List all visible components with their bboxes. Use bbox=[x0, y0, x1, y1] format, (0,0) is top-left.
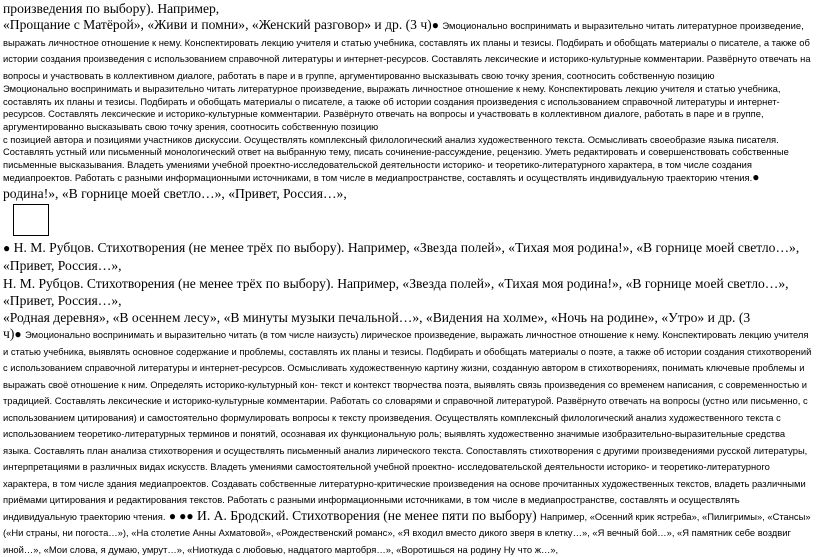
competence-text-3 bbox=[3, 134, 813, 185]
line-rodina: родина!», «В горнице моей светло…», «Привет, Россия…», bbox=[3, 185, 347, 201]
empty-frame bbox=[13, 204, 49, 236]
rubtsov-line-1 bbox=[3, 239, 813, 274]
line-intro: произведения по выбору). Например, bbox=[3, 1, 220, 16]
rubtsov-text-1: Н. М. Рубцов. Стихотворения (не менее трёх по выбору). Например, «Звезда полей», «Тихая моя родина!», «В горнице моей светло…», «Привет, Россия…», bbox=[3, 240, 800, 274]
bullets-icon: ● ●● bbox=[168, 508, 194, 523]
bullet-icon: ● bbox=[14, 327, 22, 342]
works-list-1: «Прощание с Матёрой», «Живи и помни», «Женский разговор» и др. (3 ч) bbox=[3, 17, 432, 33]
works-paragraph-1 bbox=[3, 17, 813, 83]
competence-text-3-body: с позицией автора и позициями участников дискуссии. Осуществлять комплексный филологический анализ художественного текста. Осмысливать своеобразие языка писателя. Составлять устный или письменный монологический ответ на выбранную тему, писать сочинение-рассуждение, рецензию. Уметь редактировать и совершенствовать собственные письменные высказывания. Владеть умениями учебной проектно-исследовательской деятельности историко- и теоретико-литературного характера, в том числе создания медиапроектов. Работать с разными информационными источниками, в том числе в медиапространстве, составлять и осуществлять индивидуальную траекторию чтения. bbox=[3, 133, 789, 184]
competence-text-2: Эмоционально воспринимать и выразительно читать литературное произведение, выражать личностное отношение к нему. Конспектировать лекцию учителя и статью учебника, составлять их планы и тезисы. Подбирать и обобщать материалы о писателе, а также об истории создания произведения с использованием справочной литературы и интернет-ресурсов. Составлять лексические и историко-культурные комментарии. Развёрнуто отвечать на вопросы и участвовать в коллективном диалоге, работать в паре и в группе, аргументированно высказывать свою точку зрения, соотносить собственную позицию bbox=[3, 83, 781, 132]
competence-text-4: Эмоционально воспринимать и выразительно читать (в том числе наизусть) лирическое произведение, выражать личностное отношение к нему. Конспектировать лекцию учителя и статью учебника, выявлять основное содержание и проблемы, составлять их планы и тезисы. Подбирать и обобщать материалы о поэте, а также об истории создания стихотворений с использованием справочной литературы и интернет-ресурсов. Осмысливать художественную картину жизни, созданную автором в стихотворениях, понимать ключевые проблемы и выражать своё отношение к ним. Определять историко-культурный кон- текст и контекст творчества поэта, выявлять связь произведения со временем написания, с современностью и традицией. Составлять лексические и историко-культурные комментарии. Работать со словарями и справочной литературой. Развёрнуто отвечать на вопросы (устно или письменно, с использованием цитирования) и самостоятельно формулировать вопросы к тексту произведения. Осуществлять комплексный филологический анализ художественного текста с использованием теоретико-литературных терминов и понятий, осознавая их функциональную роль; выявлять художественно значимые изобразительно-выразительные средства языка. Составлять план анализа стихотворения и осуществлять письменный анализ лирического текста. Сопоставлять стихотворения с другими произведениями русской литературы, интерпретациями в различных видах искусств. Владеть умениями самостоятельной учебной проектно- исследовательской деятельности историко- и теоретико-литературного характера, в том числе здания медиапроектов. Создавать собственные литературно-критические произведения на основе прочитанных художественных текстов, владеть различными приёмами цитирования и редактирования текстов. Работать с разными информационными источниками, в том числе в медиапространстве, составлять и осуществлять индивидуальную траекторию чтения. bbox=[3, 329, 812, 522]
bullet-icon: ● bbox=[752, 170, 760, 185]
competence-text-1: Эмоционально воспринимать и выразительно читать литературное произведение, выражать личностное отношение к нему. Конспектировать лекцию учителя и статью учебника, составлять их планы и тезисы. Подбирать и обобщать материалы о писателе, а также об истории создания произведения с использованием справочной литературы и интернет-ресурсов. Составлять лексические и историко-культурные комментарии. Развёрнуто отвечать на вопросы и участвовать в коллективном диалоге, работать в паре и в группе, аргументированно высказывать свою точку зрения, соотносить собственную позицию bbox=[3, 20, 811, 81]
works-paragraph-2 bbox=[3, 326, 813, 557]
works-list-2-end: ч) bbox=[3, 326, 15, 342]
bullet-icon: ● bbox=[3, 241, 11, 256]
brodsky-title: И. А. Бродский. Стихотворения (не менее пяти по выбору) bbox=[197, 507, 537, 523]
brodsky-examples: Например, «Осенний крик ястреба», «Пилигримы», «Стансы» («Ни страны, ни погоста…»), «На столетие Анны Ахматовой», «Рождественский романс», «Я входил вместо дикого зверя в клетку…», «Я вечный бой…», «Я памятник себе воздвиг иной…», «Мои слова, я думаю, умрут…», «Ниоткуда с любовью, надцатого мартобря…», «Воротишься на родину Ну что ж…», bbox=[3, 510, 811, 555]
rubtsov-line-2: Н. М. Рубцов. Стихотворения (не менее трёх по выбору). Например, «Звезда полей», «Тихая моя родина!», «В горнице моей светло…», «Привет, Россия…», bbox=[3, 275, 789, 308]
bullet-icon: ● bbox=[431, 18, 439, 33]
works-list-2: «Родная деревня», «В осеннем лесу», «В минуты музыки печальной…», «Видения на холме», «Ночь на родине», «Утро» и др. (3 bbox=[3, 309, 751, 325]
